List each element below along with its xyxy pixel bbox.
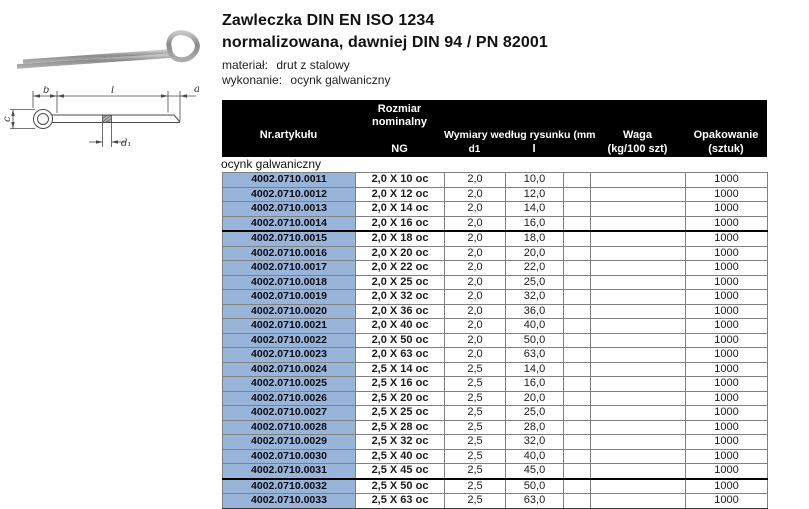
spacer-cell [564,391,591,406]
length-cell: 50,0 [506,333,564,348]
pack-cell: 1000 [686,216,768,231]
spacer-cell [564,348,591,363]
table-row [223,187,768,202]
article-cell: 4002.0710.0019 [223,290,356,305]
column-header-weight-line2: (kg/100 szt) [607,143,668,155]
pack-cell: 1000 [686,435,768,450]
weight-cell [591,406,686,421]
pack-cell: 1000 [686,494,768,509]
pack-cell: 1000 [686,319,768,334]
column-header-size-line1: Rozmiar [377,103,422,115]
weight-cell [591,304,686,319]
size-cell: 2,0 X 40 oc [356,319,445,334]
spacer-cell [564,216,591,231]
section-label: ocynk galwaniczny [221,157,322,171]
pack-cell: 1000 [686,261,768,276]
size-cell: 2,5 X 32 oc [356,435,445,450]
weight-cell [591,377,686,392]
article-cell: 4002.0710.0023 [223,348,356,363]
size-cell: 2,0 X 16 oc [356,216,445,231]
weight-cell [591,246,686,261]
page-subtitle: normalizowana, dawniej DIN 94 / PN 82001 [222,34,548,51]
spacer-cell [564,479,591,494]
d1-cell: 2,0 [445,246,506,261]
material-value: drut z stalowy [276,58,350,72]
article-cell: 4002.0710.0029 [223,435,356,450]
article-cell: 4002.0710.0024 [223,362,356,377]
table-row [223,231,768,246]
dim-label-l: l [111,86,115,96]
d1-cell: 2,0 [445,231,506,246]
dim-label-a: a [194,86,200,95]
spacer-cell [564,420,591,435]
column-header-d1: d1 [468,144,481,155]
weight-cell [591,319,686,334]
pack-cell: 1000 [686,231,768,246]
dim-label-c: c [2,116,13,122]
d1-cell: 2,0 [445,275,506,290]
weight-cell [591,435,686,450]
table-row [223,348,768,363]
pack-cell: 1000 [686,479,768,494]
length-cell: 12,0 [506,187,564,202]
length-cell: 40,0 [506,319,564,334]
spacer-cell [564,435,591,450]
spacer-cell [564,333,591,348]
length-cell: 28,0 [506,420,564,435]
table-header [222,100,767,157]
article-cell: 4002.0710.0016 [223,246,356,261]
length-cell: 25,0 [506,275,564,290]
weight-cell [591,449,686,464]
size-cell: 2,5 X 45 oc [356,464,445,479]
d1-cell: 2,5 [445,377,506,392]
d1-cell: 2,0 [445,348,506,363]
length-cell: 18,0 [506,231,564,246]
pack-cell: 1000 [686,377,768,392]
spacer-cell [564,449,591,464]
length-cell: 16,0 [506,377,564,392]
spacer-cell [564,464,591,479]
length-cell: 36,0 [506,304,564,319]
catalog-table-body [223,173,768,509]
table-row [223,275,768,290]
article-cell: 4002.0710.0021 [223,319,356,334]
size-cell: 2,0 X 14 oc [356,202,445,217]
material-line [222,58,350,72]
material-label: materiał: [222,58,269,72]
column-header-dims-group: Wymiary według rysunku (mm [444,129,596,141]
catalog-table [222,172,768,509]
d1-cell: 2,0 [445,261,506,276]
column-header-size-line2: nominalny [371,116,427,128]
article-cell: 4002.0710.0015 [223,231,356,246]
table-row [223,261,768,276]
article-cell: 4002.0710.0018 [223,275,356,290]
table-row [223,216,768,231]
page-title: Zawleczka DIN EN ISO 1234 [222,12,435,29]
length-cell: 20,0 [506,391,564,406]
column-header-pack-line2: (sztuk) [708,143,744,155]
cotter-pin-shape [17,33,197,67]
table-row [223,202,768,217]
weight-cell [591,261,686,276]
d1-cell: 2,0 [445,319,506,334]
weight-cell [591,231,686,246]
table-row [223,420,768,435]
size-cell: 2,5 X 40 oc [356,449,445,464]
size-cell: 2,0 X 50 oc [356,333,445,348]
length-cell: 50,0 [506,479,564,494]
spacer-cell [564,246,591,261]
dim-label-d1: d₁ [121,138,132,149]
column-header-l: l [532,143,536,155]
spacer-cell [564,494,591,509]
article-cell: 4002.0710.0017 [223,261,356,276]
technical-drawing [2,86,218,166]
size-cell: 2,0 X 25 oc [356,275,445,290]
dim-label-b: b [43,86,50,96]
table-row [223,406,768,421]
pack-cell: 1000 [686,464,768,479]
d1-cell: 2,5 [445,435,506,450]
length-cell: 45,0 [506,464,564,479]
spacer-cell [564,187,591,202]
pack-cell: 1000 [686,275,768,290]
spacer-cell [564,231,591,246]
table-row [223,333,768,348]
pack-cell: 1000 [686,406,768,421]
column-header-weight-line1: Waga [623,129,652,141]
pack-cell: 1000 [686,449,768,464]
spacer-cell [564,202,591,217]
spacer-cell [564,261,591,276]
spacer-cell [564,275,591,290]
table-row [223,290,768,305]
pack-cell: 1000 [686,348,768,363]
article-cell: 4002.0710.0031 [223,464,356,479]
size-cell: 2,0 X 32 oc [356,290,445,305]
d1-cell: 2,0 [445,304,506,319]
length-cell: 40,0 [506,449,564,464]
length-cell: 20,0 [506,246,564,261]
spacer-cell [564,290,591,305]
weight-cell [591,362,686,377]
column-header-size-sub: NG [391,143,408,155]
cotter-pin-photo [5,27,210,81]
size-cell: 2,5 X 50 oc [356,479,445,494]
article-cell: 4002.0710.0025 [223,377,356,392]
size-cell: 2,5 X 20 oc [356,391,445,406]
size-cell: 2,5 X 14 oc [356,362,445,377]
d1-cell: 2,5 [445,494,506,509]
spacer-cell [564,362,591,377]
article-cell: 4002.0710.0033 [223,494,356,509]
article-cell: 4002.0710.0014 [223,216,356,231]
weight-cell [591,464,686,479]
table-row [223,319,768,334]
weight-cell [591,290,686,305]
size-cell: 2,0 X 36 oc [356,304,445,319]
table-row [223,362,768,377]
finish-label: wykonanie: [222,73,283,87]
pack-cell: 1000 [686,202,768,217]
d1-cell: 2,0 [445,173,506,188]
d1-cell: 2,5 [445,464,506,479]
weight-cell [591,494,686,509]
table-row [223,479,768,494]
length-cell: 10,0 [506,173,564,188]
pack-cell: 1000 [686,290,768,305]
d1-cell: 2,0 [445,216,506,231]
article-cell: 4002.0710.0013 [223,202,356,217]
spacer-cell [564,304,591,319]
spacer-cell [564,406,591,421]
weight-cell [591,202,686,217]
pack-cell: 1000 [686,420,768,435]
length-cell: 14,0 [506,362,564,377]
spacer-cell [564,377,591,392]
article-cell: 4002.0710.0020 [223,304,356,319]
d1-cell: 2,5 [445,391,506,406]
table-row [223,377,768,392]
table-row [223,391,768,406]
weight-cell [591,187,686,202]
spacer-cell [564,173,591,188]
article-cell: 4002.0710.0032 [223,479,356,494]
finish-value: ocynk galwaniczny [290,73,391,87]
article-cell: 4002.0710.0030 [223,449,356,464]
d1-cell: 2,0 [445,202,506,217]
article-cell: 4002.0710.0012 [223,187,356,202]
weight-cell [591,333,686,348]
pack-cell: 1000 [686,304,768,319]
d1-cell: 2,5 [445,479,506,494]
length-cell: 32,0 [506,290,564,305]
length-cell: 63,0 [506,348,564,363]
weight-cell [591,479,686,494]
d1-cell: 2,5 [445,362,506,377]
weight-cell [591,348,686,363]
length-cell: 16,0 [506,216,564,231]
finish-line [222,73,390,87]
size-cell: 2,0 X 12 oc [356,187,445,202]
d1-cell: 2,5 [445,449,506,464]
pack-cell: 1000 [686,391,768,406]
size-cell: 2,0 X 22 oc [356,261,445,276]
weight-cell [591,275,686,290]
column-header-article: Nr.artykułu [259,129,318,141]
pack-cell: 1000 [686,187,768,202]
length-cell: 22,0 [506,261,564,276]
weight-cell [591,173,686,188]
article-cell: 4002.0710.0026 [223,391,356,406]
size-cell: 2,5 X 28 oc [356,420,445,435]
column-header-pack-line1: Opakowanie [693,129,759,141]
table-row [223,449,768,464]
article-cell: 4002.0710.0022 [223,333,356,348]
size-cell: 2,0 X 63 oc [356,348,445,363]
size-cell: 2,5 X 25 oc [356,406,445,421]
d1-cell: 2,0 [445,290,506,305]
weight-cell [591,216,686,231]
size-cell: 2,0 X 18 oc [356,231,445,246]
length-cell: 32,0 [506,435,564,450]
d1-cell: 2,0 [445,333,506,348]
pack-cell: 1000 [686,173,768,188]
size-cell: 2,0 X 10 oc [356,173,445,188]
pack-cell: 1000 [686,362,768,377]
table-row [223,435,768,450]
table-row [223,494,768,509]
d1-cell: 2,0 [445,187,506,202]
table-row [223,464,768,479]
d1-cell: 2,5 [445,420,506,435]
table-row [223,246,768,261]
d1-cell: 2,5 [445,406,506,421]
pin-cross-section [103,115,112,122]
length-cell: 25,0 [506,406,564,421]
length-cell: 63,0 [506,494,564,509]
table-row [223,304,768,319]
size-cell: 2,5 X 63 oc [356,494,445,509]
table-row [223,173,768,188]
weight-cell [591,420,686,435]
weight-cell [591,391,686,406]
pack-cell: 1000 [686,333,768,348]
size-cell: 2,0 X 20 oc [356,246,445,261]
article-cell: 4002.0710.0028 [223,420,356,435]
spacer-cell [564,319,591,334]
article-cell: 4002.0710.0027 [223,406,356,421]
length-cell: 14,0 [506,202,564,217]
size-cell: 2,5 X 16 oc [356,377,445,392]
pack-cell: 1000 [686,246,768,261]
article-cell: 4002.0710.0011 [223,173,356,188]
